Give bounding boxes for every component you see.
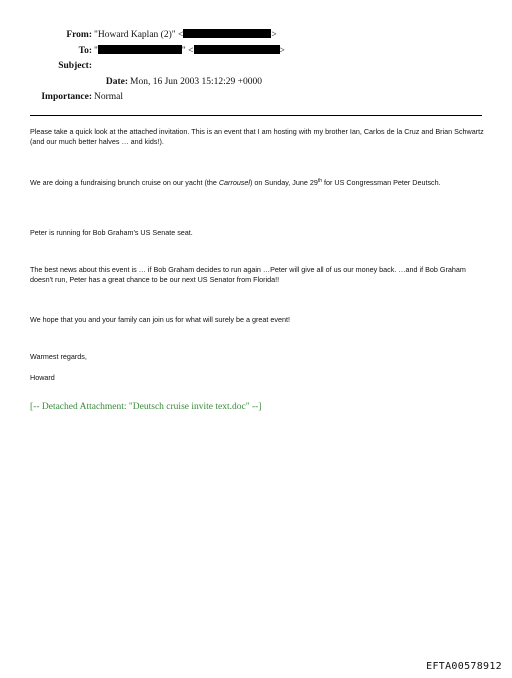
paragraph-hope: We hope that you and your family can join us for what will surely be a great event!	[30, 315, 290, 324]
email-header	[0, 28, 512, 106]
from-label: From:	[66, 30, 92, 40]
date-suffix: th	[317, 178, 322, 184]
redaction-box	[194, 45, 280, 54]
signature: Howard	[30, 373, 55, 382]
to-label: To:	[78, 45, 92, 56]
to-open-quote: "	[94, 45, 98, 56]
from-close: >	[271, 30, 277, 40]
date-row	[0, 75, 512, 91]
importance-row	[0, 90, 512, 106]
to-value	[94, 44, 285, 60]
yacht-name: Carrousel	[218, 178, 251, 187]
importance-label: Importance:	[41, 92, 92, 102]
header-divider	[30, 115, 482, 116]
date-label: Date:	[105, 76, 128, 87]
from-value	[94, 28, 277, 44]
cruise-text-b: ) on Sunday, June 29	[250, 178, 318, 187]
to-row	[0, 44, 512, 60]
from-sender: "Howard Kaplan (2)" <	[94, 30, 184, 40]
cruise-text-a: We are doing a fundraising brunch cruise on our yacht (the	[30, 178, 219, 187]
closing: Warmest regards,	[30, 352, 87, 361]
importance-value: Normal	[94, 92, 124, 102]
subject-row	[0, 59, 512, 75]
paragraph-news: The best news about this event is … if Bob Graham decides to run again …Peter will give all of us our money back. …and if Bob Graham doesn't run, Peter has a great chance to be our next US Senator from Florida!!	[30, 265, 466, 284]
redaction-box	[98, 45, 182, 54]
to-mid: " <	[181, 45, 194, 56]
subject-label: Subject:	[58, 61, 92, 71]
paragraph-senate: Peter is running for Bob Graham's US Senate seat.	[30, 228, 193, 237]
cruise-text-c: for US Congressman Peter Deutsch.	[322, 178, 441, 187]
date-value: Mon, 16 Jun 2003 15:12:29 +0000	[130, 76, 263, 87]
redaction-box	[183, 29, 271, 38]
paragraph-invitation: Please take a quick look at the attached invitation. This is an event that I am hosting with my brother Ian, Carlos de la Cruz and Brian Schwartz (and our much better halves … and kids!).	[30, 127, 484, 146]
to-close: >	[279, 45, 285, 56]
paragraph-cruise	[30, 178, 485, 188]
detached-attachment-note: [-- Detached Attachment: "Deutsch cruise invite text.doc" --]	[30, 402, 262, 412]
document-id: EFTA00578912	[426, 661, 502, 672]
from-row	[0, 28, 512, 44]
